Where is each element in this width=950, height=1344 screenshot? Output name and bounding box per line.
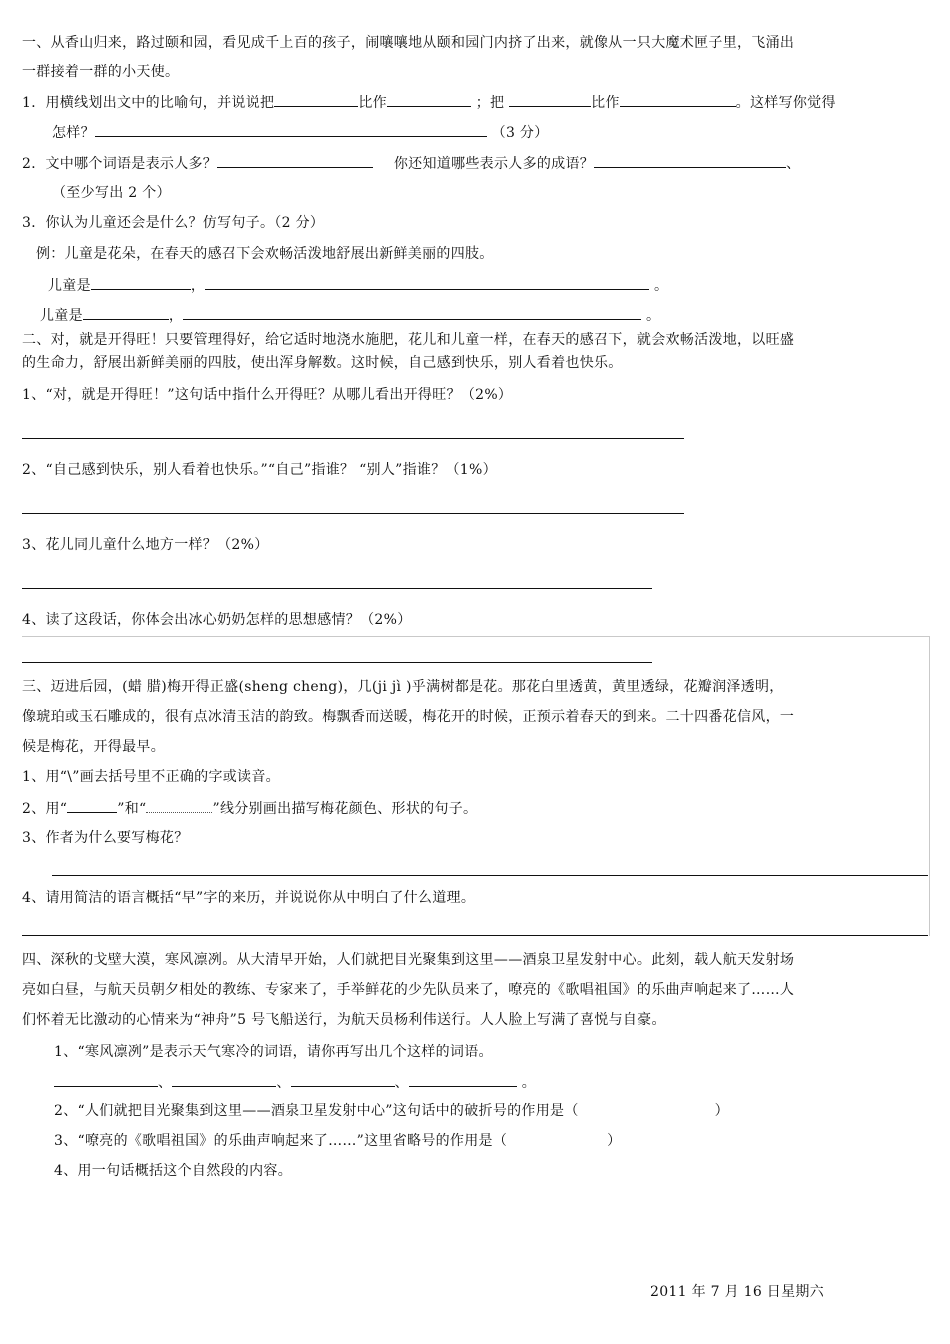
period: 。 bbox=[653, 278, 669, 294]
answer-blank[interactable] bbox=[409, 1072, 517, 1087]
section4-question3 bbox=[54, 1131, 621, 1151]
section4-passage-line2: 亮如白昼，与航天员朝夕相处的教练、专家来了，手举鲜花的少先队员来了，嘹亮的《歌唱祖国》的乐曲声响起来了……人 bbox=[22, 982, 795, 998]
q2-text-b: ） bbox=[714, 1103, 729, 1119]
section1-passage-line2: 一群接着一群的小天使。 bbox=[22, 64, 180, 80]
q1-text-c: ；把 bbox=[475, 95, 505, 111]
period: 。 bbox=[645, 308, 661, 324]
answer-blank[interactable] bbox=[274, 92, 358, 107]
section3-question1: 1、用“\”画去括号里不正确的字或读音。 bbox=[22, 769, 280, 785]
q3-text-a: 3、“嘹亮的《歌唱祖国》的乐曲声响起来了……”这里省略号的作用是（ bbox=[54, 1133, 508, 1149]
section4-question1: 1、“寒风凛冽”是表示天气寒冷的词语，请你再写出几个这样的词语。 bbox=[54, 1044, 493, 1060]
separator: 、 bbox=[394, 1075, 409, 1091]
q1-text-d: 比作 bbox=[591, 95, 620, 111]
comma: ， bbox=[190, 278, 206, 294]
q2-text-a: 2、“人们就把目光聚集到这里——酒泉卫星发射中心”这句话中的破折号的作用是（ bbox=[54, 1103, 579, 1119]
answer-blank[interactable] bbox=[217, 153, 373, 168]
answer-line[interactable] bbox=[22, 588, 652, 589]
divider bbox=[22, 636, 930, 637]
section2-passage-line2: 的生命力，舒展出新鲜美丽的四肢，使出浑身解数。这时候，自己感到快乐，别人看着也快乐。 bbox=[22, 355, 623, 371]
child-prefix: 儿童是 bbox=[48, 278, 91, 294]
answer-line[interactable] bbox=[22, 935, 928, 936]
section2-question3: 3、花儿同儿童什么地方一样？（2%） bbox=[22, 537, 269, 553]
section2-question4: 4、读了这段话，你体会出冰心奶奶怎样的思想感情？（2%） bbox=[22, 612, 412, 628]
section3-question2 bbox=[22, 798, 477, 819]
section1-passage-line1: 一、从香山归来，路过颐和园，看见成千上百的孩子，闹嚷嚷地从颐和园门内挤了出来，就像从一只大魔术匣子里，飞涌出 bbox=[22, 35, 795, 51]
divider bbox=[929, 636, 930, 936]
section4-question2 bbox=[54, 1101, 729, 1121]
q1-text-b: 比作 bbox=[358, 95, 387, 111]
q1-text-a: 1．用横线划出文中的比喻句，并说说把 bbox=[22, 95, 275, 111]
answer-line[interactable] bbox=[22, 438, 684, 439]
q1-text-f: 怎样？ bbox=[52, 125, 95, 141]
answer-line[interactable] bbox=[22, 513, 684, 514]
section1-question2-note: （至少写出 2 个） bbox=[52, 185, 171, 201]
separator: 、 bbox=[158, 1075, 173, 1091]
section1-example: 例：儿童是花朵，在春天的感召下会欢畅活泼地舒展出新鲜美丽的四肢。 bbox=[36, 246, 494, 262]
answer-blank[interactable] bbox=[594, 153, 786, 168]
q2-text-a: 2．文中哪个词语是表示人多？ bbox=[22, 156, 218, 172]
section4-passage-line3: 们怀着无比激动的心情来为“神舟”5 号飞船送行，为航天员杨利伟送行。人人脸上写满了喜悦与自豪。 bbox=[22, 1012, 666, 1028]
answer-line[interactable] bbox=[52, 875, 928, 876]
answer-blank[interactable] bbox=[54, 1072, 158, 1087]
section4-passage-line1: 四、深秋的戈壁大漠，寒风凛冽。从大清早开始，人们就把目光聚集到这里——酒泉卫星发射中心。此刻，载人航天发射场 bbox=[22, 952, 795, 968]
q3-text-b: ） bbox=[607, 1133, 622, 1149]
section3-passage-line3: 候是梅花，开得最早。 bbox=[22, 739, 165, 755]
period: 。 bbox=[521, 1075, 537, 1091]
section1-question1-cont bbox=[52, 122, 549, 143]
footer-date: 2011 年 7 月 16 日星期六 bbox=[650, 1284, 825, 1300]
section1-imitation2 bbox=[40, 305, 660, 326]
section3-question3: 3、作者为什么要写梅花？ bbox=[22, 830, 189, 846]
section1-question2 bbox=[22, 153, 800, 174]
section3-question4: 4、请用简洁的语言概括“早”字的来历，并说说你从中明白了什么道理。 bbox=[22, 890, 476, 906]
separator: 、 bbox=[276, 1075, 291, 1091]
answer-blank[interactable] bbox=[205, 275, 649, 290]
answer-blank[interactable] bbox=[387, 92, 471, 107]
answer-blank[interactable] bbox=[95, 122, 487, 137]
answer-blank[interactable] bbox=[183, 305, 641, 320]
section1-question1 bbox=[22, 92, 836, 113]
answer-blank[interactable] bbox=[83, 305, 169, 320]
section1-question3: 3．你认为儿童还会是什么？仿写句子。（2 分） bbox=[22, 215, 325, 231]
q2-text-b: 你还知道哪些表示人多的成语？ bbox=[393, 156, 595, 172]
section2-passage-line1: 二、对，就是开得旺！只要管理得好，给它适时地浇水施肥，花儿和儿童一样，在春天的感召下，就会欢畅活泼地，以旺盛 bbox=[22, 332, 795, 348]
section2-question1: 1、“对，就是开得旺！”这句话中指什么开得旺？从哪儿看出开得旺？（2%） bbox=[22, 387, 513, 403]
q1-score: （3 分） bbox=[491, 125, 549, 141]
answer-blank[interactable] bbox=[620, 92, 736, 107]
q2-text-b: ”和“ bbox=[117, 801, 147, 817]
answer-blank[interactable] bbox=[172, 1072, 276, 1087]
answer-line[interactable] bbox=[22, 662, 652, 663]
straight-line-sample bbox=[67, 798, 117, 813]
q2-text-c: 、 bbox=[786, 156, 801, 172]
section3-passage-line2: 像琥珀或玉石雕成的，很有点冰清玉洁的韵致。梅飘香而送暖，梅花开的时候，正预示着春天的到来。二十四番花信风，一 bbox=[22, 709, 795, 725]
wavy-line-sample bbox=[146, 798, 212, 813]
q2-text-a: 2、用“ bbox=[22, 801, 68, 817]
child-prefix: 儿童是 bbox=[40, 308, 83, 324]
section2-question2: 2、“自己感到快乐，别人看着也快乐。”“自己”指谁？ “别人”指谁？（1%） bbox=[22, 462, 497, 478]
comma: ， bbox=[168, 308, 184, 324]
q1-text-e: 。这样写你觉得 bbox=[735, 95, 836, 111]
answer-blank[interactable] bbox=[291, 1072, 395, 1087]
section4-question1-blanks bbox=[54, 1072, 536, 1093]
answer-blank[interactable] bbox=[91, 275, 191, 290]
section1-imitation1 bbox=[48, 275, 668, 296]
answer-blank[interactable] bbox=[509, 92, 591, 107]
section4-question4: 4、用一句话概括这个自然段的内容。 bbox=[54, 1163, 293, 1179]
q2-text-c: ”线分别画出描写梅花颜色、形状的句子。 bbox=[212, 801, 478, 817]
section3-passage-line1: 三、迈进后园，(蜡 腊)梅开得正盛(sheng cheng)，几(ji jì )乎满树都是花。那花白里透黄，黄里透绿，花瓣润泽透明， bbox=[22, 679, 784, 695]
